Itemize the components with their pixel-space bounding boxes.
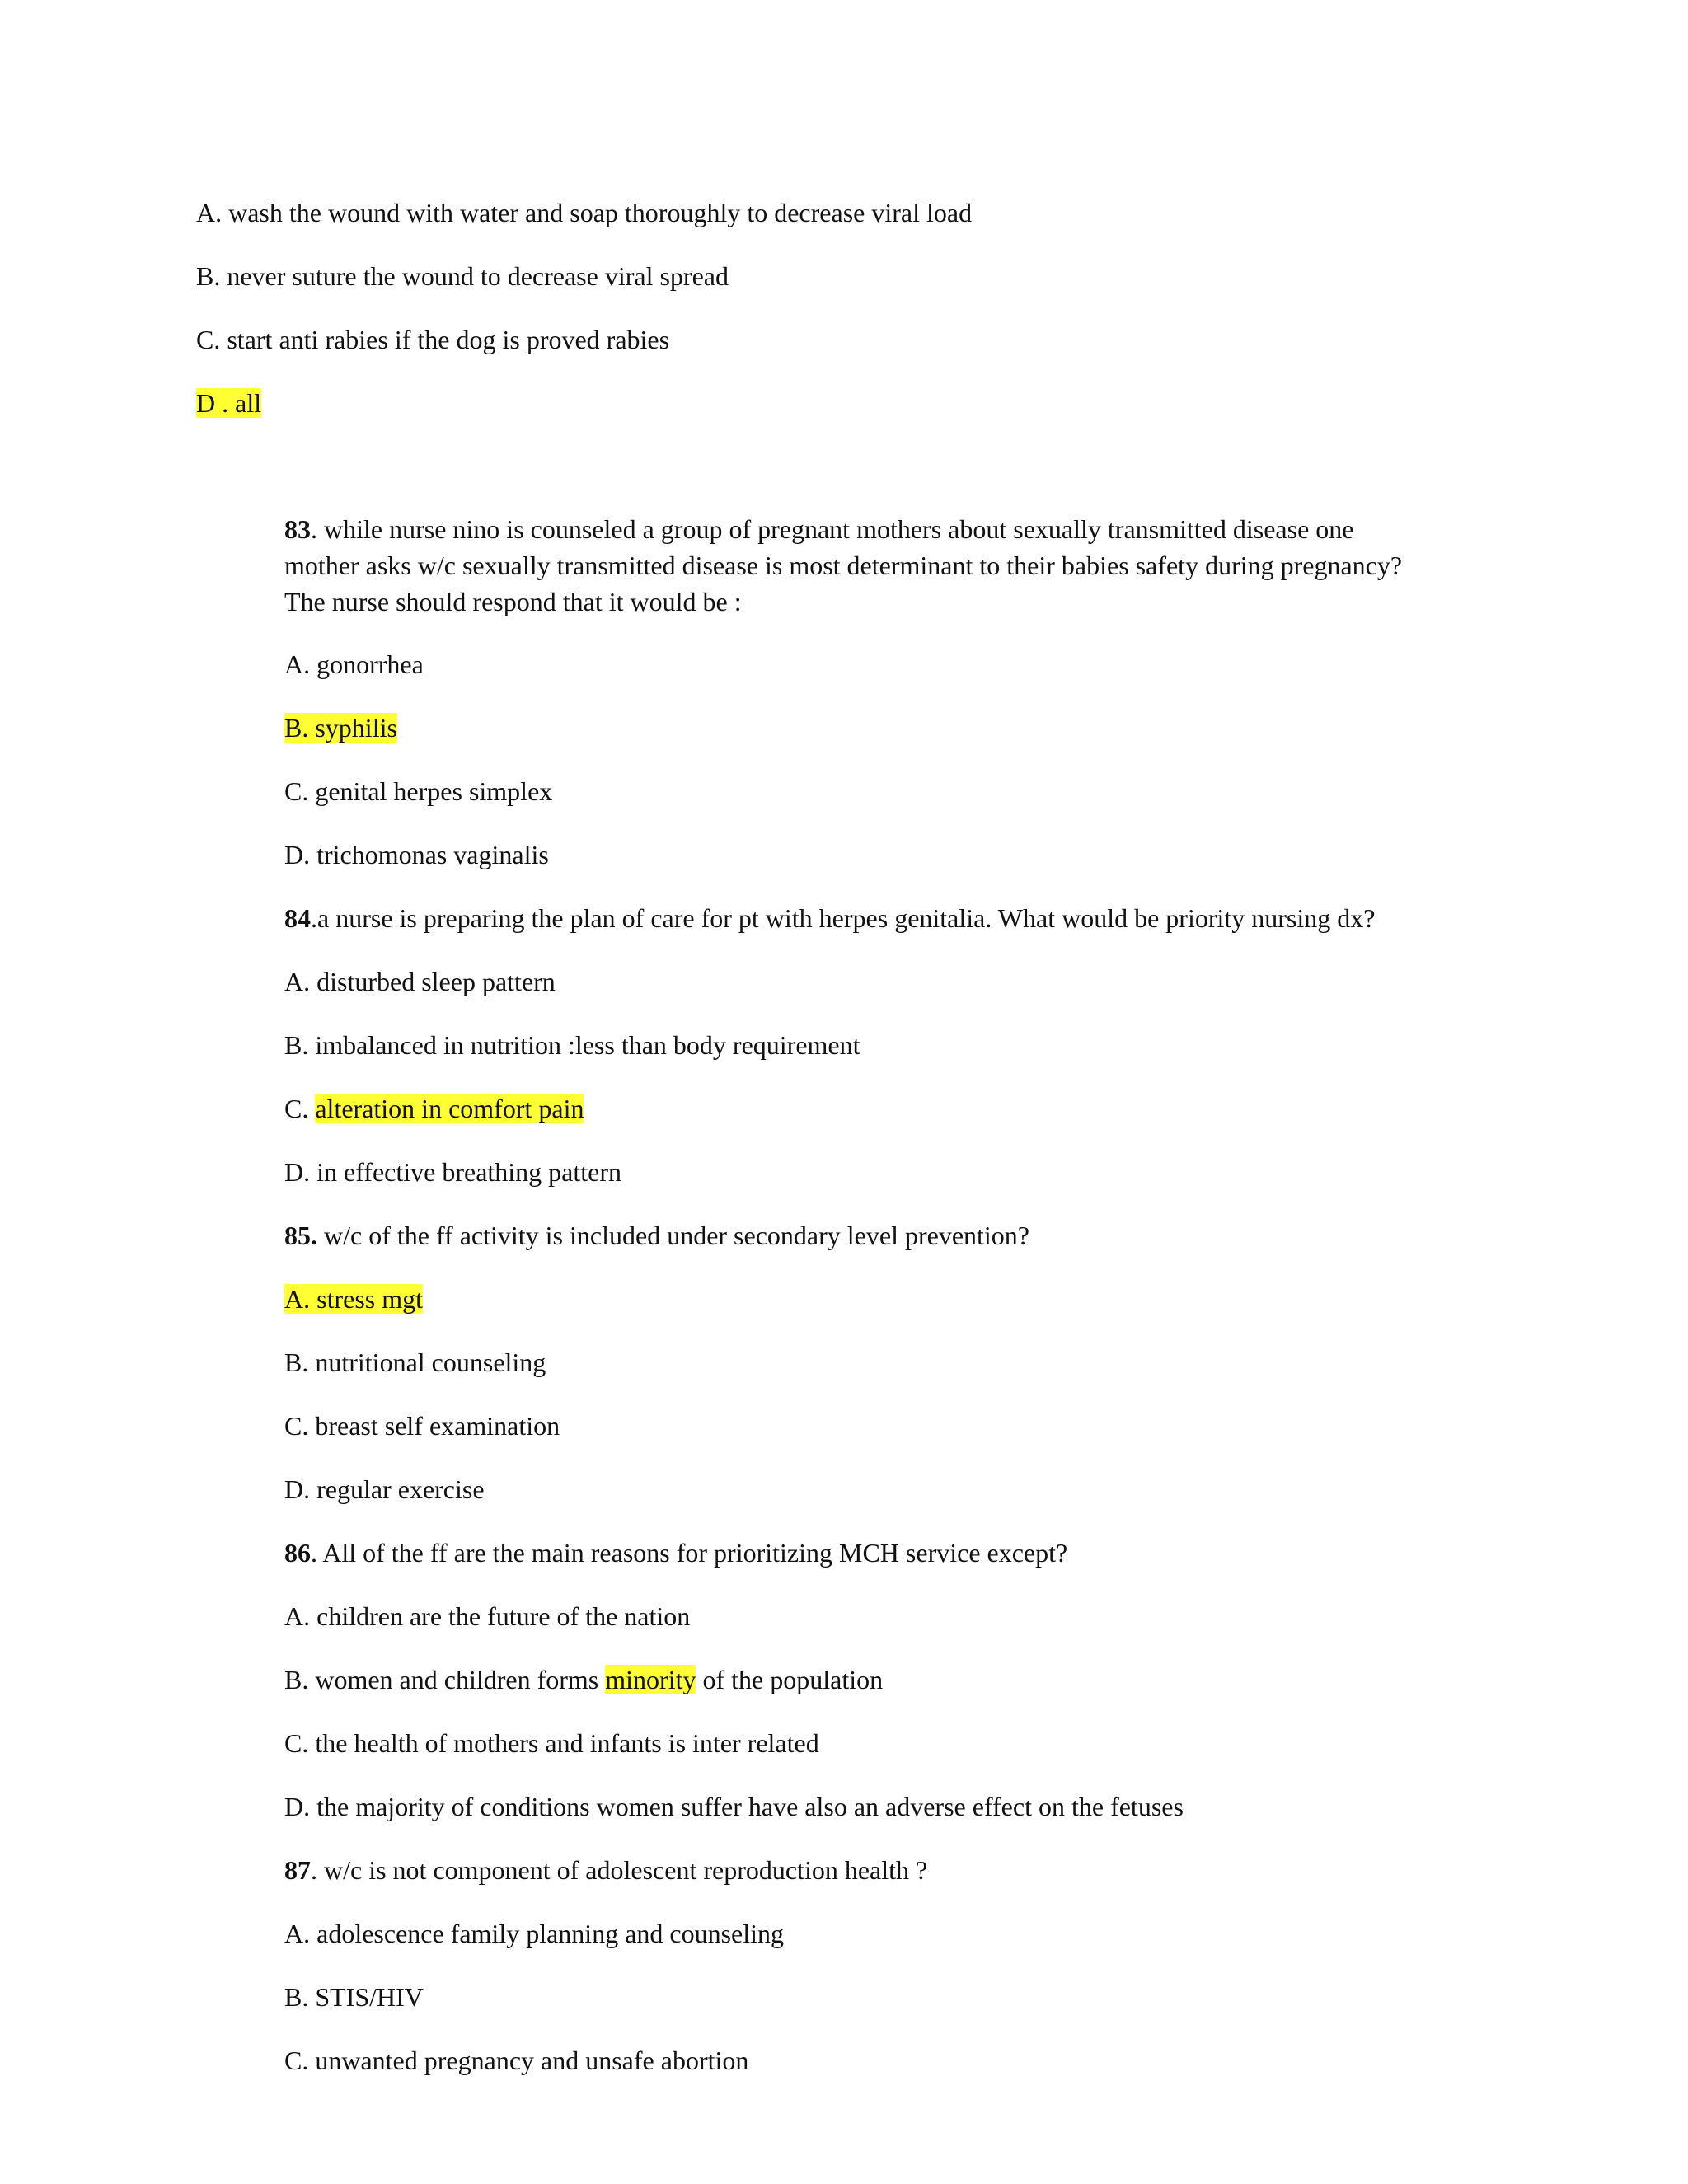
q84-option-a: A. disturbed sleep pattern [284,967,556,996]
answer-highlight: D . all [196,388,262,418]
q84-option-c-prefix: C. [284,1094,316,1123]
answer-highlight: alteration in comfort pain [315,1094,584,1123]
q86-option-a: A. children are the future of the nation [284,1601,691,1631]
q86-stem [284,1535,1067,1571]
q83-option-c: C. genital herpes simplex [284,776,553,806]
q84-stem [284,900,1375,936]
q83-stem-line1: . while nurse nino is counseled a group of pregnant mothers about sexually transmitted disease one [311,514,1354,544]
answer-highlight: A. stress mgt [284,1284,423,1314]
q83-option-b [284,710,397,746]
prev-option-a: A. wash the wound with water and soap thoroughly to decrease viral load [196,198,973,227]
q83-stem [284,511,1353,547]
q85-option-b: B. nutritional counseling [284,1347,546,1377]
q83-option-d: D. trichomonas vaginalis [284,840,549,869]
q87-stem-text: . w/c is not component of adolescent reproduction health ? [311,1855,928,1885]
answer-highlight: B. syphilis [284,713,397,743]
prev-option-c: C. start anti rabies if the dog is proved rabies [196,325,670,354]
prev-option-d [196,385,261,421]
q85-number: 85. [284,1221,317,1250]
q84-stem-text: .a nurse is preparing the plan of care for pt with herpes genitalia. What would be priority nursing dx? [311,903,1376,933]
q85-stem-text: w/c of the ff activity is included under secondary level prevention? [317,1221,1029,1250]
q87-option-c: C. unwanted pregnancy and unsafe abortion [284,2046,749,2075]
q84-option-d: D. in effective breathing pattern [284,1157,622,1187]
q85-option-c: C. breast self examination [284,1411,560,1441]
q86-option-b-suffix: of the population [696,1665,884,1694]
q87-option-b: B. STIS/HIV [284,1982,424,2012]
q86-option-b [284,1661,883,1698]
q84-number: 84 [284,903,311,933]
q84-option-b: B. imbalanced in nutrition :less than body requirement [284,1030,860,1060]
q84-option-c [284,1090,584,1127]
q86-option-c: C. the health of mothers and infants is inter related [284,1728,819,1758]
q83-stem-line3: The nurse should respond that it would be : [284,587,742,616]
q86-stem-text: . All of the ff are the main reasons for prioritizing MCH service except? [311,1538,1068,1568]
prev-option-b: B. never suture the wound to decrease viral spread [196,261,729,291]
q87-number: 87 [284,1855,311,1885]
q86-option-d: D. the majority of conditions women suffer have also an adverse effect on the fetuses [284,1792,1184,1821]
q83-number: 83 [284,514,311,544]
q83-stem-line2: mother asks w/c sexually transmitted disease is most determinant to their babies safety during pregnancy? [284,551,1403,580]
q87-option-a: A. adolescence family planning and counseling [284,1919,785,1948]
q85-option-a [284,1281,423,1317]
q86-option-b-prefix: B. women and children forms [284,1665,606,1694]
q87-stem [284,1852,927,1888]
q85-stem [284,1217,1029,1254]
q86-number: 86 [284,1538,311,1568]
answer-highlight: minority [605,1665,696,1694]
q83-option-a: A. gonorrhea [284,649,424,679]
q85-option-d: D. regular exercise [284,1474,485,1504]
